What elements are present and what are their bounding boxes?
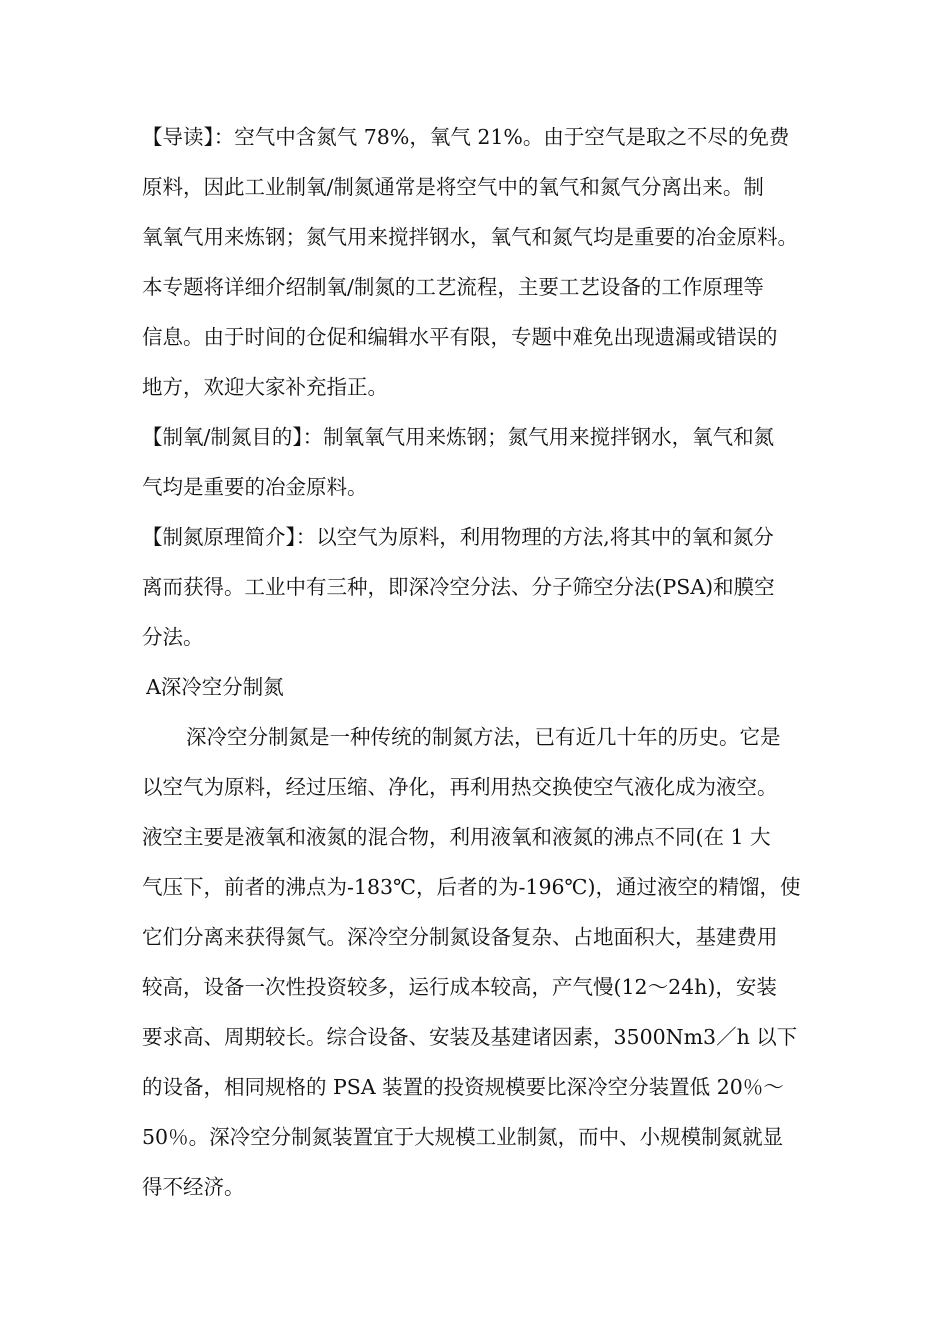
principle-line-1: 【制氮原理简介】：以空气为原料，利用物理的方法,将其中的氧和氮分	[142, 525, 774, 549]
body-line-6: 较高，设备一次性投资较多，运行成本较高，产气慢(12～24h)，安装	[142, 975, 777, 999]
body-line-4: 气压下，前者的沸点为-183℃，后者的为-196℃)，通过液空的精馏，使	[142, 875, 801, 899]
body-line-3: 液空主要是液氧和液氮的混合物，利用液氧和液氮的沸点不同(在 1 大	[142, 825, 771, 849]
intro-line-5: 信息。由于时间的仓促和编辑水平有限，专题中难免出现遗漏或错误的	[142, 325, 778, 349]
intro-line-6: 地方，欢迎大家补充指正。	[142, 375, 388, 399]
body-line-5: 它们分离来获得氮气。深冷空分制氮设备复杂、占地面积大，基建费用	[142, 925, 778, 949]
body-line-9: 50％。深冷空分制氮装置宜于大规模工业制氮，而中、小规模制氮就显	[142, 1125, 784, 1149]
intro-line-3: 氧氧气用来炼钢；氮气用来搅拌钢水，氧气和氮气均是重要的冶金原料。	[142, 225, 798, 249]
section-heading: A深冷空分制氮	[146, 675, 284, 699]
intro-line-4: 本专题将详细介绍制氧/制氮的工艺流程，主要工艺设备的工作原理等	[142, 275, 764, 299]
body-line-8: 的设备，相同规格的 PSA 装置的投资规模要比深冷空分装置低 20％～	[142, 1075, 784, 1099]
body-line-7: 要求高、周期较长。综合设备、安装及基建诸因素，3500Nm3／h 以下	[142, 1025, 798, 1049]
body-line-2: 以空气为原料，经过压缩、净化，再利用热交换使空气液化成为液空。	[142, 775, 778, 799]
body-line-1: 深冷空分制氮是一种传统的制氮方法，已有近几十年的历史。它是	[186, 725, 781, 749]
purpose-line-1: 【制氧/制氮目的】：制氧氧气用来炼钢；氮气用来搅拌钢水，氧气和氮	[142, 425, 775, 449]
purpose-line-2: 气均是重要的冶金原料。	[142, 475, 368, 499]
intro-line-2: 原料，因此工业制氧/制氮通常是将空气中的氧气和氮气分离出来。制	[142, 175, 764, 199]
intro-line-1: 【导读】：空气中含氮气 78%，氧气 21%。由于空气是取之不尽的免费	[142, 125, 790, 149]
principle-line-3: 分法。	[142, 625, 204, 649]
body-line-10: 得不经济。	[142, 1175, 245, 1199]
principle-line-2: 离而获得。工业中有三种，即深冷空分法、分子筛空分法(PSA)和膜空	[142, 575, 775, 599]
